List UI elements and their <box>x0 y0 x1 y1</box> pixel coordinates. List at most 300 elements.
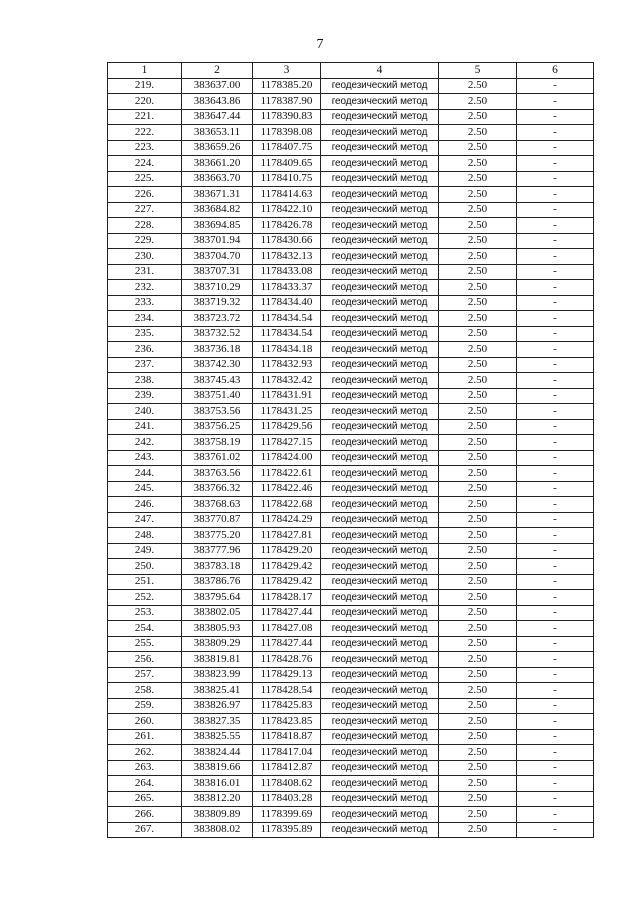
y-coordinate-cell: 1178408.62 <box>253 776 321 792</box>
accuracy-cell: 2.50 <box>439 109 517 125</box>
accuracy-cell: 2.50 <box>439 760 517 776</box>
x-coordinate-cell: 383819.66 <box>182 760 253 776</box>
table-row <box>108 574 594 590</box>
accuracy-cell: 2.50 <box>439 419 517 435</box>
accuracy-cell: 2.50 <box>439 357 517 373</box>
method-cell: геодезический метод <box>321 590 439 606</box>
method-cell: геодезический метод <box>321 125 439 141</box>
accuracy-cell: 2.50 <box>439 729 517 745</box>
table-row <box>108 760 594 776</box>
accuracy-cell: 2.50 <box>439 481 517 497</box>
table-row <box>108 326 594 342</box>
column-header-4: 4 <box>321 63 439 79</box>
table-row <box>108 202 594 218</box>
method-cell: геодезический метод <box>321 435 439 451</box>
note-cell: - <box>517 605 594 621</box>
accuracy-cell: 2.50 <box>439 311 517 327</box>
x-coordinate-cell: 383663.70 <box>182 171 253 187</box>
accuracy-cell: 2.50 <box>439 667 517 683</box>
table-row <box>108 776 594 792</box>
x-coordinate-cell: 383694.85 <box>182 218 253 234</box>
x-coordinate-cell: 383707.31 <box>182 264 253 280</box>
method-cell: геодезический метод <box>321 171 439 187</box>
y-coordinate-cell: 1178407.75 <box>253 140 321 156</box>
table-row <box>108 264 594 280</box>
x-coordinate-cell: 383777.96 <box>182 543 253 559</box>
x-coordinate-cell: 383643.86 <box>182 94 253 110</box>
table-row <box>108 125 594 141</box>
point-number-cell: 240. <box>108 404 182 420</box>
point-number-cell: 229. <box>108 233 182 249</box>
x-coordinate-cell: 383732.52 <box>182 326 253 342</box>
method-cell: геодезический метод <box>321 667 439 683</box>
y-coordinate-cell: 1178432.42 <box>253 373 321 389</box>
table-row <box>108 388 594 404</box>
y-coordinate-cell: 1178427.44 <box>253 636 321 652</box>
x-coordinate-cell: 383758.19 <box>182 435 253 451</box>
method-cell: геодезический метод <box>321 404 439 420</box>
page-number: 7 <box>316 37 324 52</box>
point-number-cell: 237. <box>108 357 182 373</box>
x-coordinate-cell: 383775.20 <box>182 528 253 544</box>
point-number-cell: 226. <box>108 187 182 203</box>
table-row <box>108 807 594 823</box>
note-cell: - <box>517 218 594 234</box>
method-cell: геодезический метод <box>321 745 439 761</box>
point-number-cell: 259. <box>108 698 182 714</box>
table-row <box>108 218 594 234</box>
note-cell: - <box>517 357 594 373</box>
method-cell: геодезический метод <box>321 636 439 652</box>
table-row <box>108 683 594 699</box>
point-number-cell: 222. <box>108 125 182 141</box>
accuracy-cell: 2.50 <box>439 466 517 482</box>
method-cell: геодезический метод <box>321 528 439 544</box>
x-coordinate-cell: 383825.41 <box>182 683 253 699</box>
note-cell: - <box>517 249 594 265</box>
accuracy-cell: 2.50 <box>439 512 517 528</box>
x-coordinate-cell: 383763.56 <box>182 466 253 482</box>
note-cell: - <box>517 729 594 745</box>
method-cell: геодезический метод <box>321 218 439 234</box>
y-coordinate-cell: 1178427.81 <box>253 528 321 544</box>
point-number-cell: 220. <box>108 94 182 110</box>
x-coordinate-cell: 383751.40 <box>182 388 253 404</box>
point-number-cell: 234. <box>108 311 182 327</box>
accuracy-cell: 2.50 <box>439 714 517 730</box>
point-number-cell: 223. <box>108 140 182 156</box>
table-row <box>108 94 594 110</box>
accuracy-cell: 2.50 <box>439 543 517 559</box>
point-number-cell: 227. <box>108 202 182 218</box>
method-cell: геодезический метод <box>321 187 439 203</box>
point-number-cell: 266. <box>108 807 182 823</box>
table-row <box>108 435 594 451</box>
table-row <box>108 652 594 668</box>
table-row <box>108 714 594 730</box>
note-cell: - <box>517 745 594 761</box>
method-cell: геодезический метод <box>321 450 439 466</box>
y-coordinate-cell: 1178434.40 <box>253 295 321 311</box>
method-cell: геодезический метод <box>321 822 439 838</box>
table-row <box>108 605 594 621</box>
y-coordinate-cell: 1178430.66 <box>253 233 321 249</box>
table-row <box>108 109 594 125</box>
point-number-cell: 243. <box>108 450 182 466</box>
method-cell: геодезический метод <box>321 249 439 265</box>
y-coordinate-cell: 1178426.78 <box>253 218 321 234</box>
y-coordinate-cell: 1178429.42 <box>253 559 321 575</box>
method-cell: геодезический метод <box>321 156 439 172</box>
point-number-cell: 246. <box>108 497 182 513</box>
method-cell: геодезический метод <box>321 295 439 311</box>
note-cell: - <box>517 590 594 606</box>
table-row <box>108 543 594 559</box>
point-number-cell: 247. <box>108 512 182 528</box>
point-number-cell: 228. <box>108 218 182 234</box>
point-number-cell: 262. <box>108 745 182 761</box>
method-cell: геодезический метод <box>321 342 439 358</box>
note-cell: - <box>517 450 594 466</box>
x-coordinate-cell: 383710.29 <box>182 280 253 296</box>
point-number-cell: 261. <box>108 729 182 745</box>
column-header-3: 3 <box>253 63 321 79</box>
note-cell: - <box>517 388 594 404</box>
point-number-cell: 219. <box>108 78 182 94</box>
point-number-cell: 236. <box>108 342 182 358</box>
point-number-cell: 244. <box>108 466 182 482</box>
x-coordinate-cell: 383816.01 <box>182 776 253 792</box>
y-coordinate-cell: 1178418.87 <box>253 729 321 745</box>
table-row <box>108 621 594 637</box>
accuracy-cell: 2.50 <box>439 822 517 838</box>
point-number-cell: 233. <box>108 295 182 311</box>
point-number-cell: 263. <box>108 760 182 776</box>
y-coordinate-cell: 1178431.25 <box>253 404 321 420</box>
x-coordinate-cell: 383770.87 <box>182 512 253 528</box>
point-number-cell: 238. <box>108 373 182 389</box>
table-row <box>108 791 594 807</box>
table-row <box>108 249 594 265</box>
point-number-cell: 253. <box>108 605 182 621</box>
accuracy-cell: 2.50 <box>439 404 517 420</box>
note-cell: - <box>517 822 594 838</box>
x-coordinate-cell: 383808.02 <box>182 822 253 838</box>
y-coordinate-cell: 1178422.46 <box>253 481 321 497</box>
y-coordinate-cell: 1178385.20 <box>253 78 321 94</box>
y-coordinate-cell: 1178432.13 <box>253 249 321 265</box>
point-number-cell: 221. <box>108 109 182 125</box>
note-cell: - <box>517 574 594 590</box>
y-coordinate-cell: 1178398.08 <box>253 125 321 141</box>
note-cell: - <box>517 481 594 497</box>
y-coordinate-cell: 1178422.61 <box>253 466 321 482</box>
y-coordinate-cell: 1178422.68 <box>253 497 321 513</box>
note-cell: - <box>517 683 594 699</box>
accuracy-cell: 2.50 <box>439 745 517 761</box>
table-row <box>108 280 594 296</box>
point-number-cell: 224. <box>108 156 182 172</box>
note-cell: - <box>517 636 594 652</box>
x-coordinate-cell: 383659.26 <box>182 140 253 156</box>
x-coordinate-cell: 383753.56 <box>182 404 253 420</box>
method-cell: геодезический метод <box>321 543 439 559</box>
accuracy-cell: 2.50 <box>439 450 517 466</box>
x-coordinate-cell: 383761.02 <box>182 450 253 466</box>
x-coordinate-cell: 383653.11 <box>182 125 253 141</box>
y-coordinate-cell: 1178423.85 <box>253 714 321 730</box>
accuracy-cell: 2.50 <box>439 435 517 451</box>
method-cell: геодезический метод <box>321 652 439 668</box>
x-coordinate-cell: 383812.20 <box>182 791 253 807</box>
point-number-cell: 249. <box>108 543 182 559</box>
x-coordinate-cell: 383827.35 <box>182 714 253 730</box>
accuracy-cell: 2.50 <box>439 621 517 637</box>
accuracy-cell: 2.50 <box>439 636 517 652</box>
x-coordinate-cell: 383809.29 <box>182 636 253 652</box>
point-number-cell: 264. <box>108 776 182 792</box>
x-coordinate-cell: 383745.43 <box>182 373 253 389</box>
x-coordinate-cell: 383809.89 <box>182 807 253 823</box>
point-number-cell: 241. <box>108 419 182 435</box>
method-cell: геодезический метод <box>321 481 439 497</box>
y-coordinate-cell: 1178428.54 <box>253 683 321 699</box>
x-coordinate-cell: 383786.76 <box>182 574 253 590</box>
note-cell: - <box>517 621 594 637</box>
point-number-cell: 235. <box>108 326 182 342</box>
point-number-cell: 230. <box>108 249 182 265</box>
y-coordinate-cell: 1178427.44 <box>253 605 321 621</box>
x-coordinate-cell: 383768.63 <box>182 497 253 513</box>
note-cell: - <box>517 373 594 389</box>
y-coordinate-cell: 1178434.18 <box>253 342 321 358</box>
x-coordinate-cell: 383823.99 <box>182 667 253 683</box>
accuracy-cell: 2.50 <box>439 94 517 110</box>
method-cell: геодезический метод <box>321 140 439 156</box>
accuracy-cell: 2.50 <box>439 264 517 280</box>
accuracy-cell: 2.50 <box>439 388 517 404</box>
point-number-cell: 232. <box>108 280 182 296</box>
point-number-cell: 258. <box>108 683 182 699</box>
note-cell: - <box>517 528 594 544</box>
table-row <box>108 404 594 420</box>
coordinates-table <box>107 62 594 838</box>
note-cell: - <box>517 140 594 156</box>
point-number-cell: 252. <box>108 590 182 606</box>
note-cell: - <box>517 404 594 420</box>
x-coordinate-cell: 383701.94 <box>182 233 253 249</box>
x-coordinate-cell: 383826.97 <box>182 698 253 714</box>
table-row <box>108 419 594 435</box>
column-header-2: 2 <box>182 63 253 79</box>
table-row <box>108 481 594 497</box>
method-cell: геодезический метод <box>321 373 439 389</box>
note-cell: - <box>517 776 594 792</box>
table-row <box>108 342 594 358</box>
x-coordinate-cell: 383684.82 <box>182 202 253 218</box>
method-cell: геодезический метод <box>321 326 439 342</box>
point-number-cell: 267. <box>108 822 182 838</box>
point-number-cell: 265. <box>108 791 182 807</box>
y-coordinate-cell: 1178424.29 <box>253 512 321 528</box>
column-header-1: 1 <box>108 63 182 79</box>
note-cell: - <box>517 512 594 528</box>
method-cell: геодезический метод <box>321 466 439 482</box>
x-coordinate-cell: 383647.44 <box>182 109 253 125</box>
note-cell: - <box>517 543 594 559</box>
note-cell: - <box>517 714 594 730</box>
y-coordinate-cell: 1178429.20 <box>253 543 321 559</box>
x-coordinate-cell: 383723.72 <box>182 311 253 327</box>
note-cell: - <box>517 807 594 823</box>
method-cell: геодезический метод <box>321 714 439 730</box>
y-coordinate-cell: 1178431.91 <box>253 388 321 404</box>
table-row <box>108 559 594 575</box>
y-coordinate-cell: 1178433.37 <box>253 280 321 296</box>
accuracy-cell: 2.50 <box>439 652 517 668</box>
accuracy-cell: 2.50 <box>439 698 517 714</box>
accuracy-cell: 2.50 <box>439 140 517 156</box>
column-header-6: 6 <box>517 63 594 79</box>
accuracy-cell: 2.50 <box>439 280 517 296</box>
y-coordinate-cell: 1178424.00 <box>253 450 321 466</box>
x-coordinate-cell: 383825.55 <box>182 729 253 745</box>
y-coordinate-cell: 1178427.15 <box>253 435 321 451</box>
y-coordinate-cell: 1178395.89 <box>253 822 321 838</box>
accuracy-cell: 2.50 <box>439 295 517 311</box>
method-cell: геодезический метод <box>321 202 439 218</box>
y-coordinate-cell: 1178414.63 <box>253 187 321 203</box>
table-header-row <box>108 63 594 79</box>
accuracy-cell: 2.50 <box>439 233 517 249</box>
point-number-cell: 225. <box>108 171 182 187</box>
x-coordinate-cell: 383824.44 <box>182 745 253 761</box>
table-row <box>108 729 594 745</box>
method-cell: геодезический метод <box>321 264 439 280</box>
method-cell: геодезический метод <box>321 621 439 637</box>
point-number-cell: 248. <box>108 528 182 544</box>
point-number-cell: 255. <box>108 636 182 652</box>
method-cell: геодезический метод <box>321 698 439 714</box>
table-row <box>108 156 594 172</box>
point-number-cell: 256. <box>108 652 182 668</box>
x-coordinate-cell: 383637.00 <box>182 78 253 94</box>
y-coordinate-cell: 1178429.56 <box>253 419 321 435</box>
accuracy-cell: 2.50 <box>439 605 517 621</box>
note-cell: - <box>517 497 594 513</box>
y-coordinate-cell: 1178427.08 <box>253 621 321 637</box>
table-row <box>108 528 594 544</box>
point-number-cell: 251. <box>108 574 182 590</box>
note-cell: - <box>517 125 594 141</box>
accuracy-cell: 2.50 <box>439 807 517 823</box>
note-cell: - <box>517 698 594 714</box>
x-coordinate-cell: 383795.64 <box>182 590 253 606</box>
y-coordinate-cell: 1178434.54 <box>253 326 321 342</box>
accuracy-cell: 2.50 <box>439 156 517 172</box>
accuracy-cell: 2.50 <box>439 78 517 94</box>
note-cell: - <box>517 280 594 296</box>
x-coordinate-cell: 383805.93 <box>182 621 253 637</box>
y-coordinate-cell: 1178422.10 <box>253 202 321 218</box>
point-number-cell: 239. <box>108 388 182 404</box>
method-cell: геодезический метод <box>321 357 439 373</box>
table-row <box>108 171 594 187</box>
accuracy-cell: 2.50 <box>439 683 517 699</box>
table-row <box>108 233 594 249</box>
table-row <box>108 357 594 373</box>
table-row <box>108 512 594 528</box>
method-cell: геодезический метод <box>321 233 439 249</box>
note-cell: - <box>517 652 594 668</box>
x-coordinate-cell: 383819.81 <box>182 652 253 668</box>
y-coordinate-cell: 1178403.28 <box>253 791 321 807</box>
method-cell: геодезический метод <box>321 683 439 699</box>
note-cell: - <box>517 94 594 110</box>
column-header-5: 5 <box>439 63 517 79</box>
method-cell: геодезический метод <box>321 512 439 528</box>
y-coordinate-cell: 1178390.83 <box>253 109 321 125</box>
accuracy-cell: 2.50 <box>439 497 517 513</box>
accuracy-cell: 2.50 <box>439 171 517 187</box>
x-coordinate-cell: 383671.31 <box>182 187 253 203</box>
y-coordinate-cell: 1178409.65 <box>253 156 321 172</box>
method-cell: геодезический метод <box>321 574 439 590</box>
method-cell: геодезический метод <box>321 791 439 807</box>
x-coordinate-cell: 383766.32 <box>182 481 253 497</box>
note-cell: - <box>517 187 594 203</box>
method-cell: геодезический метод <box>321 419 439 435</box>
note-cell: - <box>517 109 594 125</box>
x-coordinate-cell: 383661.20 <box>182 156 253 172</box>
table-row <box>108 466 594 482</box>
table-row <box>108 636 594 652</box>
method-cell: геодезический метод <box>321 760 439 776</box>
accuracy-cell: 2.50 <box>439 373 517 389</box>
point-number-cell: 245. <box>108 481 182 497</box>
method-cell: геодезический метод <box>321 280 439 296</box>
y-coordinate-cell: 1178428.76 <box>253 652 321 668</box>
table-row <box>108 311 594 327</box>
accuracy-cell: 2.50 <box>439 528 517 544</box>
point-number-cell: 257. <box>108 667 182 683</box>
x-coordinate-cell: 383802.05 <box>182 605 253 621</box>
y-coordinate-cell: 1178434.54 <box>253 311 321 327</box>
note-cell: - <box>517 559 594 575</box>
note-cell: - <box>517 326 594 342</box>
note-cell: - <box>517 295 594 311</box>
y-coordinate-cell: 1178410.75 <box>253 171 321 187</box>
method-cell: геодезический метод <box>321 776 439 792</box>
table-row <box>108 497 594 513</box>
y-coordinate-cell: 1178425.83 <box>253 698 321 714</box>
x-coordinate-cell: 383783.18 <box>182 559 253 575</box>
method-cell: геодезический метод <box>321 388 439 404</box>
method-cell: геодезический метод <box>321 109 439 125</box>
table-row <box>108 698 594 714</box>
y-coordinate-cell: 1178433.08 <box>253 264 321 280</box>
table-row <box>108 373 594 389</box>
accuracy-cell: 2.50 <box>439 202 517 218</box>
accuracy-cell: 2.50 <box>439 326 517 342</box>
method-cell: геодезический метод <box>321 78 439 94</box>
method-cell: геодезический метод <box>321 605 439 621</box>
y-coordinate-cell: 1178432.93 <box>253 357 321 373</box>
accuracy-cell: 2.50 <box>439 218 517 234</box>
x-coordinate-cell: 383736.18 <box>182 342 253 358</box>
accuracy-cell: 2.50 <box>439 590 517 606</box>
y-coordinate-cell: 1178429.13 <box>253 667 321 683</box>
